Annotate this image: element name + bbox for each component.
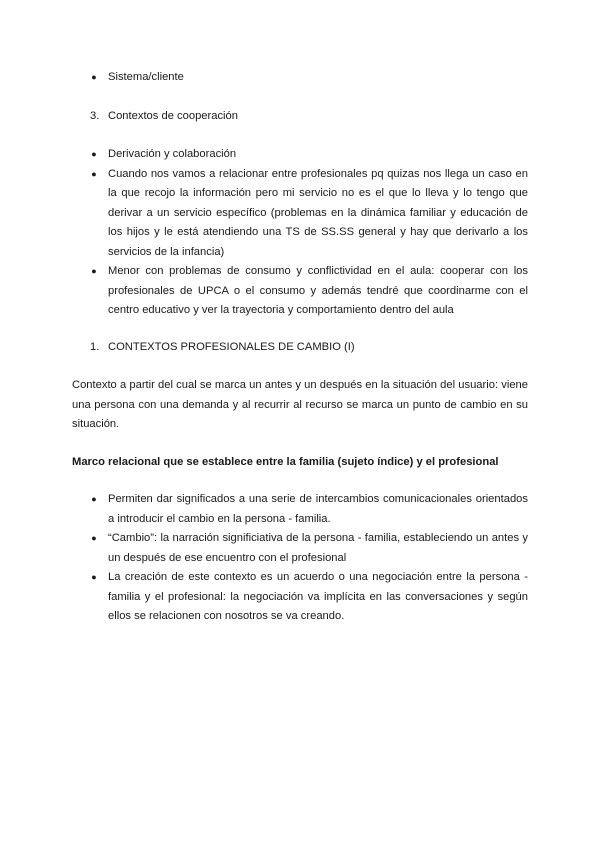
list-item — [0, 338, 600, 358]
paragraph-text: Contexto a partir del cual se marca un antes y un después en la situación del usuario: viene una persona con una demanda y al recurrir al recurso se marca un punto de cambio en su situación. — [72, 379, 528, 430]
list-item — [0, 490, 600, 529]
list-item — [0, 529, 600, 568]
list-item — [0, 568, 600, 627]
bullet-icon: ● — [91, 494, 97, 504]
bullet-list-cooperacion — [0, 145, 600, 321]
list-item — [0, 165, 600, 263]
bullet-list-marco — [0, 490, 600, 627]
bullet-icon: ● — [91, 533, 97, 543]
list-item-text: Contextos de cooperación — [108, 110, 238, 122]
list-item-text: CONTEXTOS PROFESIONALES DE CAMBIO (I) — [108, 341, 355, 353]
list-item — [0, 262, 600, 321]
bullet-icon: ● — [91, 168, 97, 179]
list-item-text: Sistema/cliente — [108, 71, 184, 83]
bullet-icon: ● — [91, 72, 97, 82]
list-item-text: Cuando nos vamos a relacionar entre profesionales pq quizas nos llega un caso en la que recojo la información pero mi servicio no es el que lo lleva y lo tengo que derivar a un servicio específico (problemas en la dinámica familiar y educación de los hijos y le está atendiendo una TS de SS.SS general y hay que derivarlo a los servicios de la infancia) — [108, 167, 528, 258]
list-item-text: “Cambio”: la narración significiativa de la persona - familia, estableciendo un antes y un después de ese encuentro con el profesional — [108, 532, 528, 564]
bullet-icon: ● — [91, 266, 97, 276]
heading-text: Marco relacional que se establece entre la familia (sujeto índice) y el profesional — [72, 456, 499, 468]
numbered-list-3 — [0, 107, 600, 127]
numbered-list-1 — [0, 338, 600, 358]
bullet-icon: ● — [91, 572, 97, 582]
list-item-text: La creación de este contexto es un acuerdo o una negociación entre la persona - familia y el profesional: la negociación va implícita en las conversaciones y según ellos se relacionen con nosotros se va creando. — [108, 571, 528, 622]
list-item — [0, 107, 600, 127]
list-item — [0, 68, 600, 88]
list-item — [0, 145, 600, 165]
list-number: 3. — [90, 110, 100, 122]
list-item-text: Derivación y colaboración — [108, 148, 237, 160]
bullet-list-sistema — [0, 68, 600, 88]
bullet-icon: ● — [91, 149, 97, 159]
list-number: 1. — [90, 341, 100, 353]
section-heading — [0, 453, 600, 473]
list-item-text: Permiten dar significados a una serie de intercambios comunicacionales orientados a introducir el cambio en la persona - familia. — [108, 493, 528, 525]
list-item-text: Menor con problemas de consumo y conflictividad en el aula: cooperar con los profesionales de UPCA o el consumo y además tendré que coordinarme con el centro educativo y ver la trayectoria y comportamiento dentro del aula — [108, 265, 528, 316]
context-paragraph — [0, 376, 600, 435]
